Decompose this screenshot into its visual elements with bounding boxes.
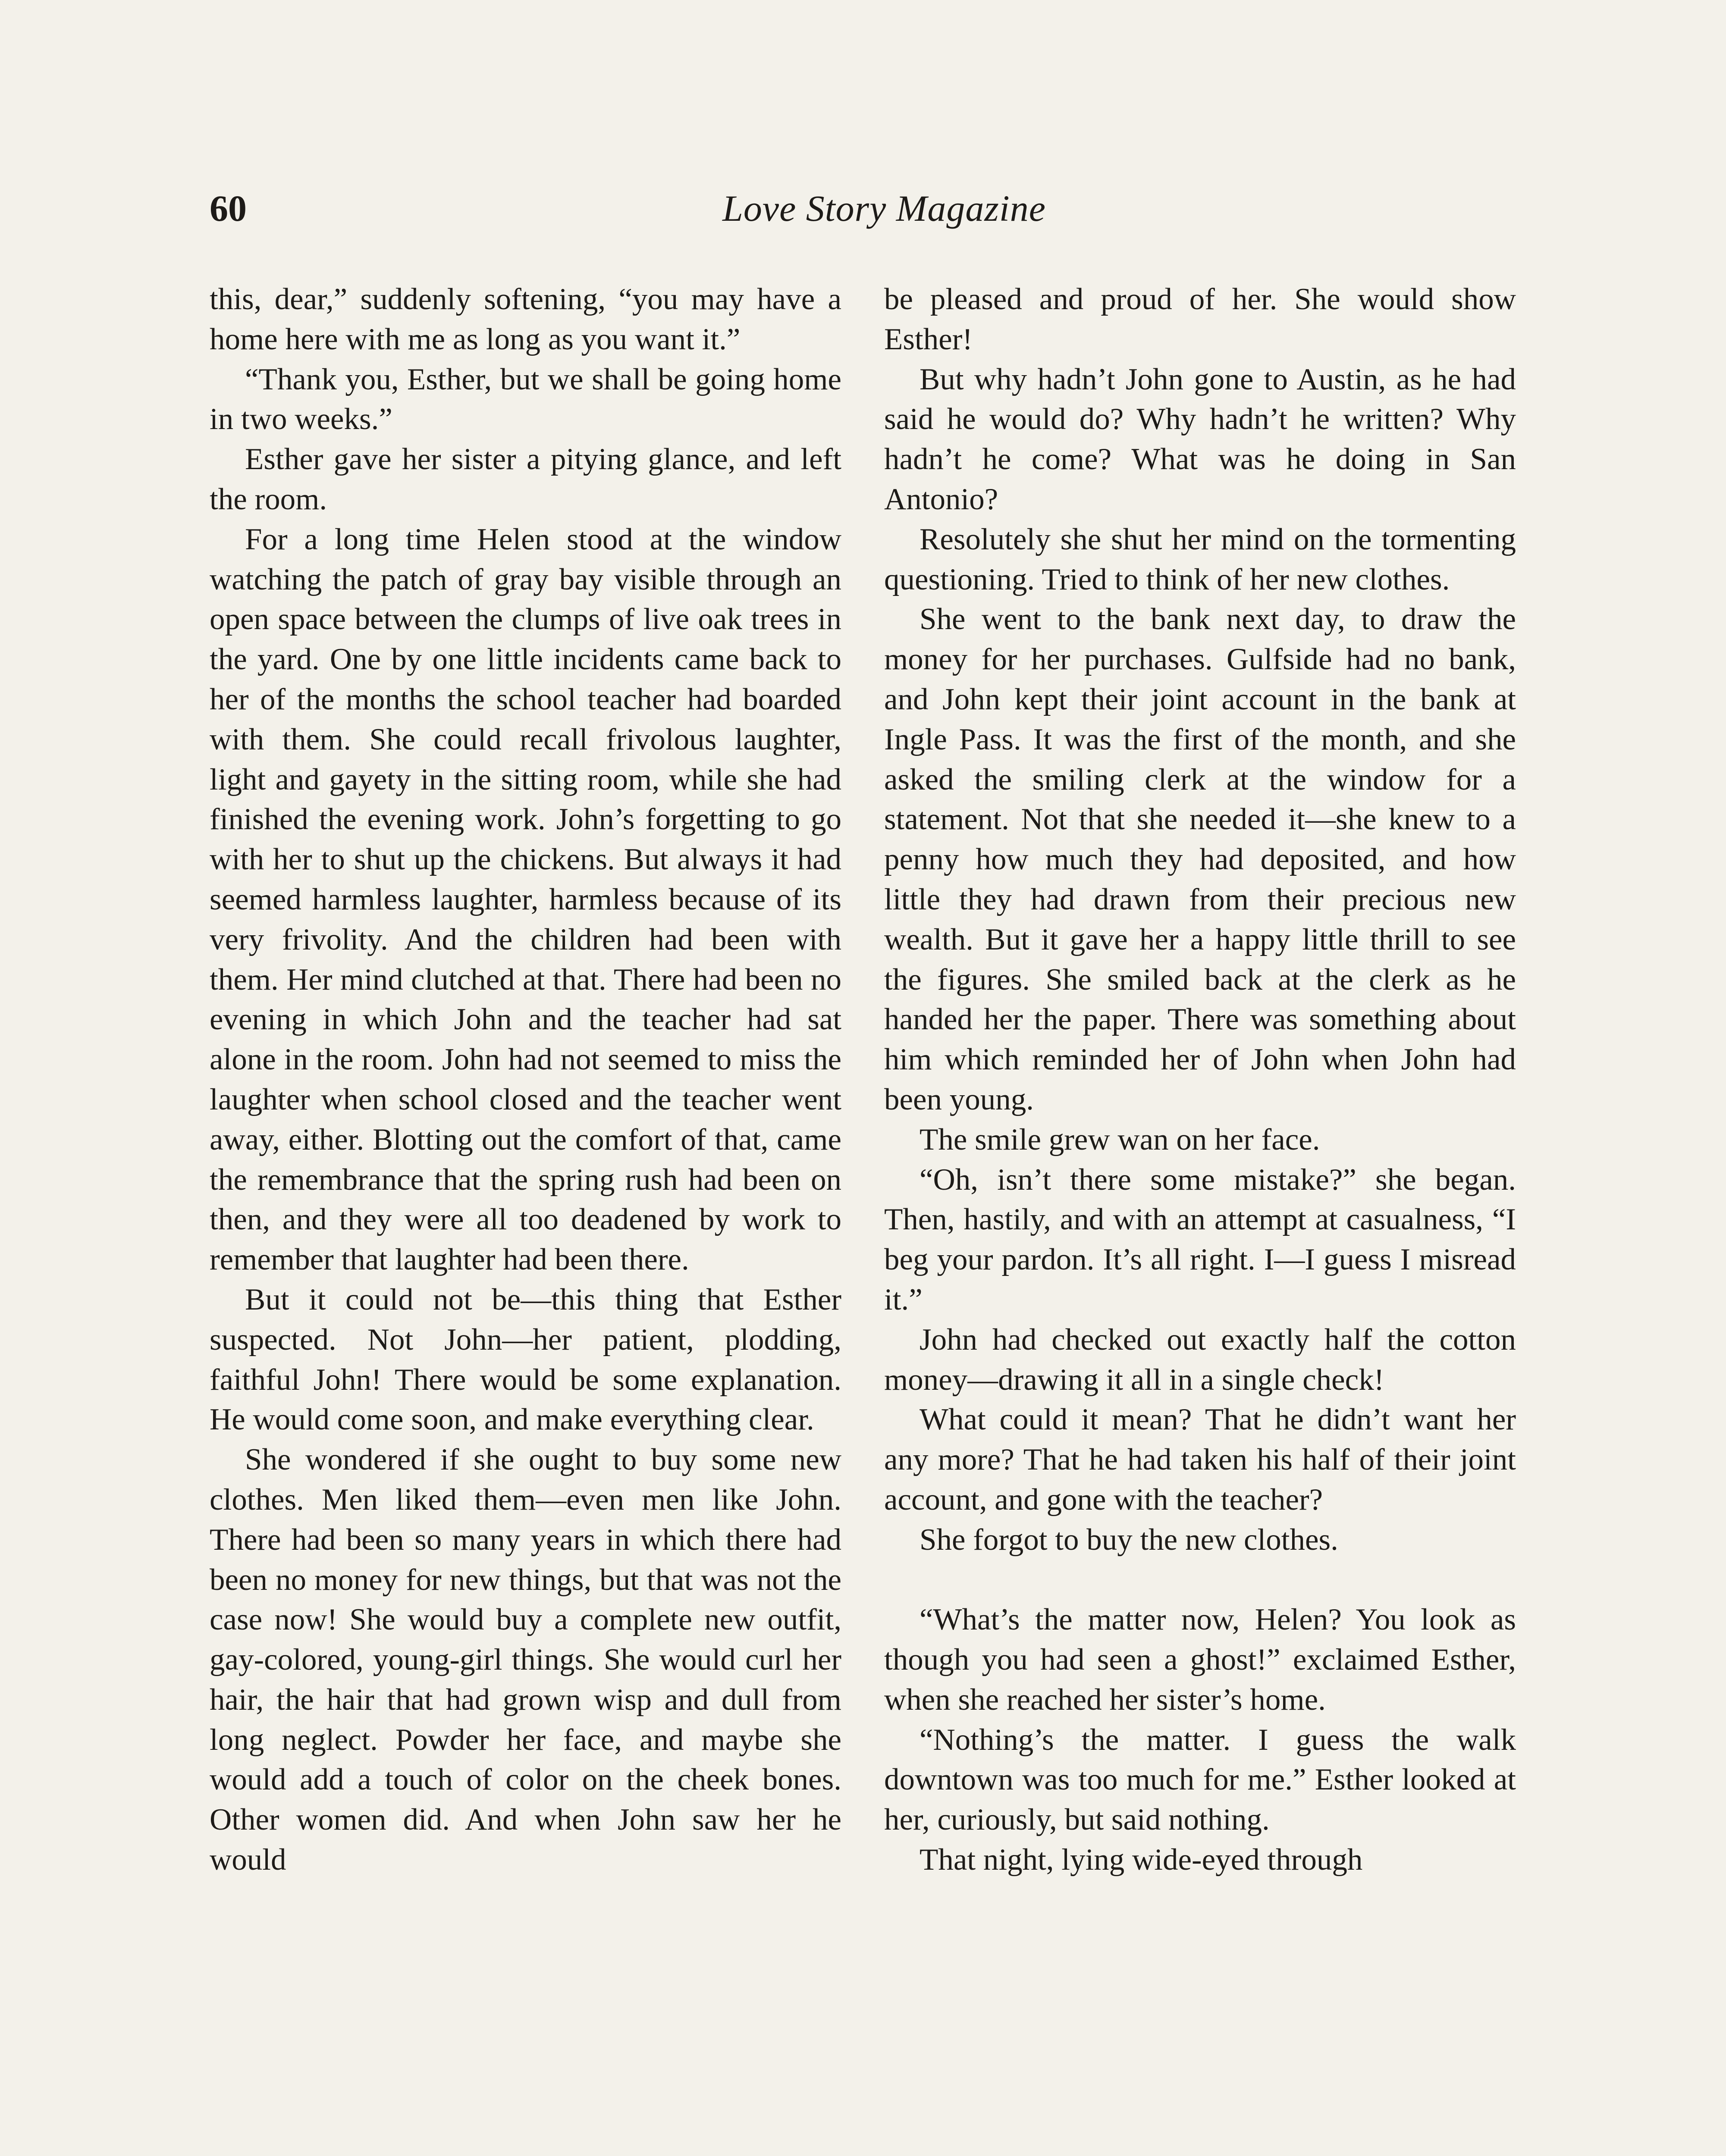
paragraph: John had checked out exactly half the cotton money—drawing it all in a single check! xyxy=(884,1322,1516,1397)
paragraph: “Nothing’s the matter. I guess the walk downtown was too much for me.” Esther looked at her, curiously, but said nothing. xyxy=(884,1723,1516,1837)
paragraph: “Oh, isn’t there some mistake?” she began. Then, hastily, and with an attempt at casualness, “I beg your pardon. It’s all right. I—I guess I misread it.” xyxy=(884,1163,1516,1316)
page-number: 60 xyxy=(210,188,247,229)
paragraph: What could it mean? That he didn’t want her any more? That he had taken his half of their joint account, and gone with the teacher? xyxy=(884,1403,1516,1517)
paragraph: Esther gave her sister a pitying glance, and left the room. xyxy=(210,442,841,516)
paragraph: be pleased and proud of her. She would show Esther! xyxy=(884,282,1516,356)
paragraph: But it could not be—this thing that Esther suspected. Not John—her patient, plodding, faithful John! There would be some explanation. He would come soon, and make everything clear. xyxy=(210,1282,841,1437)
paragraph: That night, lying wide-eyed through xyxy=(919,1843,1363,1877)
left-text-column xyxy=(210,279,841,1880)
paragraph: Resolutely she shut her mind on the tormenting questioning. Tried to think of her new clothes. xyxy=(884,522,1516,596)
paragraph: She wondered if she ought to buy some new clothes. Men liked them—even men like John. There had been so many years in which there had been no money for new things, but that was not the case now! She would buy a complete new outfit, gay-colored, young-girl things. She would curl her hair, the hair that had grown wisp and dull from long neglect. Powder her face, and maybe she would add a touch of color on the cheek bones. Other women did. And when John saw her he would xyxy=(210,1443,841,1877)
paragraph: The smile grew wan on her face. xyxy=(919,1122,1320,1156)
paragraph: “Thank you, Esther, but we shall be going home in two weeks.” xyxy=(210,362,841,436)
paragraph: She forgot to buy the new clothes. xyxy=(919,1523,1338,1557)
paragraph: “What’s the matter now, Helen? You look as though you had seen a ghost!” exclaimed Esther, when she reached her sister’s home. xyxy=(884,1603,1516,1717)
paragraph: For a long time Helen stood at the window watching the patch of gray bay visible through an open space between the clumps of live oak trees in the yard. One by one little incidents came back to her of the months the school teacher had boarded with them. She could recall frivolous laughter, light and gayety in the sitting room, while she had finished the evening work. John’s forgetting to go with her to shut up the chickens. But always it had seemed harmless laughter, harmless because of its very frivolity. And the children had been with them. Her mind clutched at that. There had been no evening in which John and the teacher had sat alone in the room. John had not seemed to miss the laughter when school closed and the teacher went away, either. Blotting out the comfort of that, came the remembrance that the spring rush had been on then, and they were all too deadened by work to remember that laughter had been there. xyxy=(210,522,841,1277)
paragraph: this, dear,” suddenly softening, “you may have a home here with me as long as you want it.” xyxy=(210,282,841,356)
running-title: Love Story Magazine xyxy=(722,188,1046,229)
right-text-column xyxy=(884,279,1516,1880)
paragraph: But why hadn’t John gone to Austin, as he had said he would do? Why hadn’t he written? Why hadn’t he come? What was he doing in San Antonio? xyxy=(884,362,1516,516)
paragraph: She went to the bank next day, to draw the money for her purchases. Gulfside had no bank, and John kept their joint account in the bank at Ingle Pass. It was the first of the month, and she asked the smiling clerk at the window for a statement. Not that she needed it—she knew to a penny how much they had deposited, and how little they had drawn from their precious new wealth. But it gave her a happy little thrill to see the figures. She smiled back at the clerk as he handed her the paper. There was something about him which reminded her of John when John had been young. xyxy=(884,602,1516,1116)
